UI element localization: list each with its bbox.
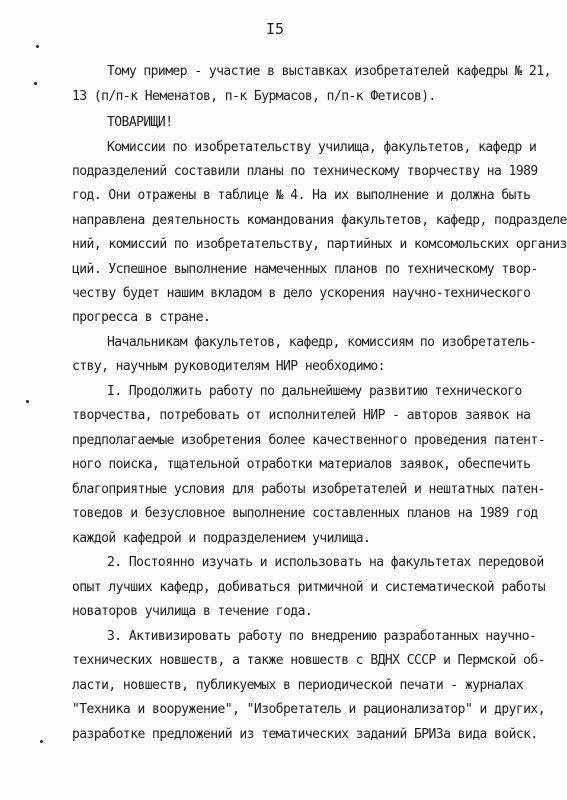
text-line: подразделений составили планы по техническому творчеству на 1989 [72, 164, 538, 179]
punch-hole-mark [40, 740, 43, 743]
text-line: ций. Успешное выполнение намеченных планов по техническому твор- [72, 262, 538, 277]
text-line: опыт лучших кафедр, добиваться ритмичной и систематической работы [72, 580, 545, 595]
list-item: I. Продолжить работу по дальнейшему развитию технического [107, 384, 522, 399]
text-line: Комиссии по изобретательству училища, факультетов, кафедр и [107, 140, 537, 155]
punch-hole-mark [26, 400, 29, 403]
text-line: товедов и безусловное выполнение составленных планов на 1989 год [72, 506, 538, 521]
punch-hole-mark [34, 82, 37, 85]
text-line: творчества, потребовать от исполнителей НИР - авторов заявок на [72, 408, 531, 423]
page-number: I5 [266, 20, 285, 38]
text-line: ласти, новшеств, публикуемых в периодической печати - журналах [72, 678, 524, 693]
text-line: направлена деятельность командования факультетов, кафедр, подразделе [72, 213, 567, 228]
text-line: "Техника и вооружение", "Изобретатель и рационализатор" и других, [72, 702, 545, 717]
text-line: каждой кафедрой и подразделением училища. [72, 531, 371, 546]
text-line: Начальникам факультетов, кафедр, комиссиям по изобретатель- [107, 335, 537, 350]
text-line: ного поиска, тщательной отработки материалов заявок, обеспечить [72, 457, 531, 472]
list-item: 3. Активизировать работу по внедрению разработанных научно- [107, 629, 537, 644]
text-line: предполагаемые изобретения более качественного проведения патент- [72, 433, 545, 448]
text-line: прогресса в стране. [72, 310, 211, 325]
section-heading: ТОВАРИЩИ! [107, 115, 173, 130]
text-line: 13 (п/п-к Неменатов, п-к Бурмасов, п/п-к Фетисов). [72, 89, 436, 104]
text-line: новаторов училища в течение года. [72, 604, 313, 619]
text-line: ний, комиссий по изобретательству, партийных и комсомольских организ [72, 237, 567, 252]
text-line: честву будет нашим вкладом в дело ускорения научно-технического [72, 286, 531, 301]
punch-hole-mark [36, 45, 39, 48]
list-item: 2. Постоянно изучать и использовать на факультетах передовой [107, 555, 544, 570]
text-line: разработке предложений из тематических заданий БРИЗа вида войск. [72, 727, 538, 742]
text-line: ству, научным руководителям НИР необходимо: [72, 359, 385, 374]
text-line: благоприятные условия для работы изобретателей и нештатных патен- [72, 482, 545, 497]
text-line: год. Они отражены в таблице № 4. На их выполнение и должна быть [72, 188, 531, 203]
text-line: Тому пример - участие в выставках изобретателей кафедры № 21, [107, 64, 551, 79]
text-line: технических новшеств, а также новшеств с ВДНХ СССР и Пермской об- [72, 653, 545, 668]
